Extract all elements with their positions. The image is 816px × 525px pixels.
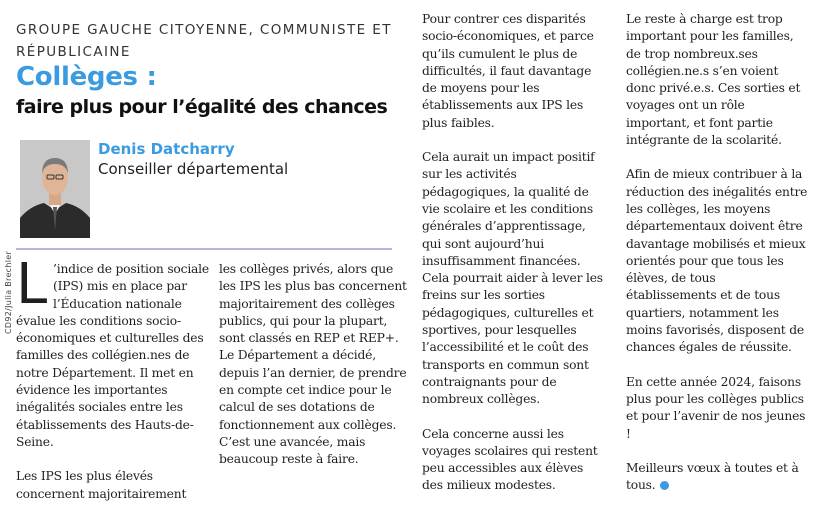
text-column-2	[219, 261, 411, 486]
end-bullet-icon	[660, 481, 669, 490]
paragraph: Afin de mieux contribuer à la réduction des inégalités entre les collèges, les moyens départementaux doivent être davantage mobilisés et mieux orientés pour que tous les élèves, de tous établissements et de tous quartiers, notamment les moins favorisés, disposent de chances égales de réussite.	[626, 167, 808, 355]
paragraph: les collèges privés, alors que les IPS les plus bas concernent majoritairement des collèges publics, qui pour la plupart, sont classés en REP et REP+. Le Département a décidé, depuis l’an dernier, de prendre en compte cet indice pour le calcul de ses dotations de fonctionnement aux collèges. C’est une avancée, mais beaucoup reste à faire.	[219, 262, 407, 467]
paragraph	[16, 252, 210, 451]
photo-credit: CD92/Julia Brechler	[4, 250, 13, 334]
section-divider	[16, 248, 392, 250]
text-column-1	[16, 252, 210, 520]
paragraph: En cette année 2024, faisons plus pour les collèges publics et pour l’avenir de nos jeunes !	[626, 374, 806, 441]
author-role: Conseiller départemental	[98, 160, 289, 178]
portrait-image	[20, 140, 90, 238]
paragraph: Les IPS les plus élevés concernent majoritairement	[16, 469, 187, 501]
paragraph	[626, 460, 808, 495]
text-column-3	[422, 11, 604, 512]
closing-text: Meilleurs vœux à toutes et à tous.	[626, 460, 799, 493]
paragraph: Cela aurait un impact positif sur les activités pédagogiques, la qualité de vie scolaire et les conditions générales d’apprentissage, qui sont aujourd’hui insuffisamment financées. Cela pourrait aider à lever les freins sur les sorties pédagogiques, culturelles et sportives, pour lesquelles l’accessibilité et le coût des transports en commun sont contraignants pour de nombreux collèges.	[422, 150, 603, 407]
text-column-4	[626, 11, 808, 511]
drop-cap: L	[16, 252, 47, 317]
article-subtitle: faire plus pour l’égalité des chances	[16, 96, 388, 118]
article-title: Collèges :	[16, 62, 157, 92]
author-photo	[20, 140, 90, 238]
paragraph: Pour contrer ces disparités socio-économiques, et parce qu’ils cumulent le plus de difficultés, il faut davantage de moyens pour les établissements aux IPS les plus faibles.	[422, 12, 594, 130]
paragraph-text: ’indice de position sociale (IPS) mis en place par l’Éducation nationale évalue les conditions socio-économiques et culturelles des familles des collégien.nes de notre Département. Il met en évidence les importantes inégalités sociales entre les établissements des Hauts-de-Seine.	[16, 262, 209, 449]
group-name: GROUPE GAUCHE CITOYENNE, COMMUNISTE ET RÉPUBLICAINE	[16, 22, 392, 60]
author-name: Denis Datcharry	[98, 140, 235, 158]
paragraph: Cela concerne aussi les voyages scolaires qui restent peu accessibles aux élèves des milieux modestes.	[422, 426, 598, 493]
paragraph: Le reste à charge est trop important pour les familles, de trop nombreux.ses collégien.ne.s s’en voient donc privé.e.s. Ces sorties et voyages ont un rôle important, et font partie intégrante de la scolarité.	[626, 12, 801, 148]
